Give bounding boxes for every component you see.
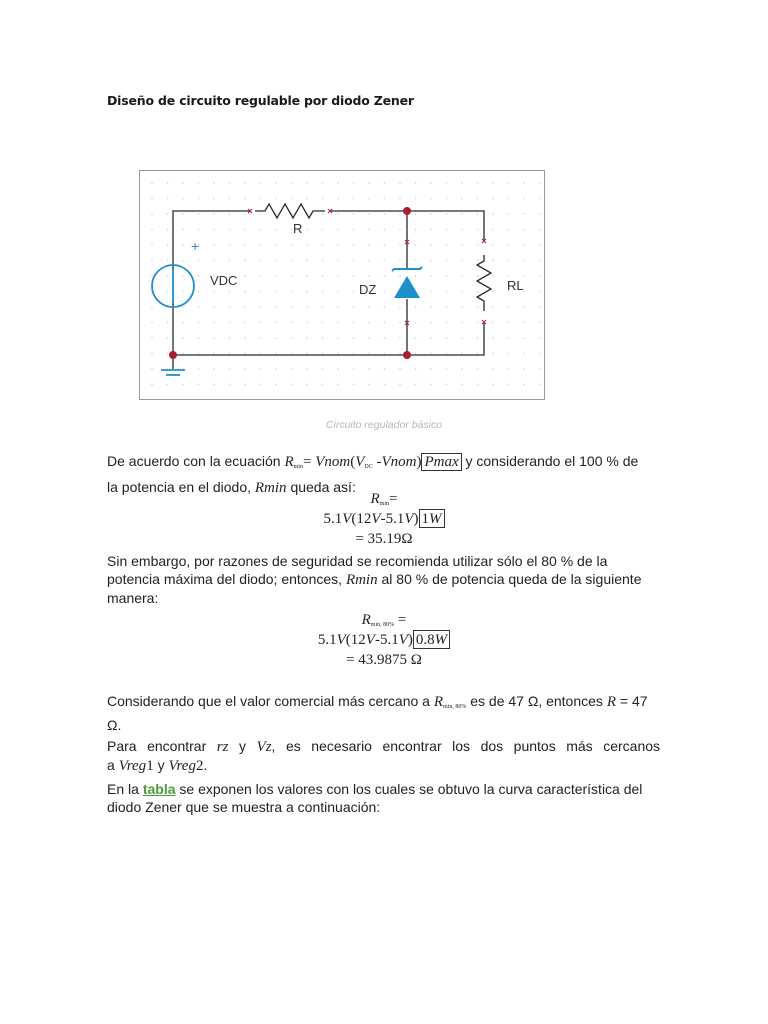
paragraph-5: En la tabla se exponen los valores con los cuales se obtuvo la curva característica del diodo Zener que se muestra a continuación:: [107, 781, 643, 815]
calc-2: $R_{min, 80\%}$ = 5.1V(12V-5.1V) 0.8W = 43.9875 Ω: [0, 611, 768, 669]
node-bottom-left: [169, 351, 177, 359]
paragraph-3: Considerando que el valor comercial más cercano a $R_{min, 80\%}$ es de 47 Ω, entonces R = 47 Ω.: [107, 693, 648, 733]
circuit-svg: [140, 171, 544, 399]
zener-diode: [394, 276, 420, 298]
pmax-box: Pmax: [421, 453, 461, 471]
circuit-diagram: [139, 170, 545, 400]
tabla-link[interactable]: tabla: [142, 781, 176, 797]
page-title: Diseño de circuito regulable por diodo Zener: [107, 93, 414, 108]
node-top: [403, 207, 411, 215]
figure-caption: Circuito regulador básico: [325, 419, 443, 431]
circuit-wires: [173, 211, 484, 369]
label-r: R: [293, 221, 303, 236]
calc-1: $R_{min}=$ 5.1V(12V-5.1V) 1W = 35.19Ω: [0, 490, 768, 548]
node-bottom-right: [403, 351, 411, 359]
calc1-denominator-box: 1W: [419, 509, 445, 528]
label-dz: DZ: [359, 282, 377, 297]
bottom-wire: [173, 323, 484, 355]
paragraph-4: Para encontrar rz y Vz, es necesario encontrar los dos puntos más cercanos a Vreg1 y Vreg2.: [107, 738, 661, 774]
label-rl: RL: [507, 278, 524, 293]
top-wire-left: [173, 211, 250, 271]
label-vdc: VDC: [210, 273, 238, 288]
calc2-denominator-box: 0.8W: [413, 630, 450, 649]
resistor-rl: [477, 255, 491, 311]
ground-icon: [161, 370, 185, 375]
pin-markers: [248, 209, 486, 325]
paragraph-1: De acuerdo con la ecuación $R_{min}=$ $Vnom(V_{DC}$ -Vnom) Pmax y considerando el 100 % de la potencia en el diodo, Rmin queda así:: [107, 453, 639, 496]
paragraph-2: Sin embargo, por razones de seguridad se recomienda utilizar sólo el 80 % de la potencia máxima del diodo; entonces, Rmin al 80 % de potencia queda de la siguiente manera:: [107, 553, 642, 606]
resistor-r: [255, 204, 325, 218]
source-plus: +: [191, 238, 200, 254]
